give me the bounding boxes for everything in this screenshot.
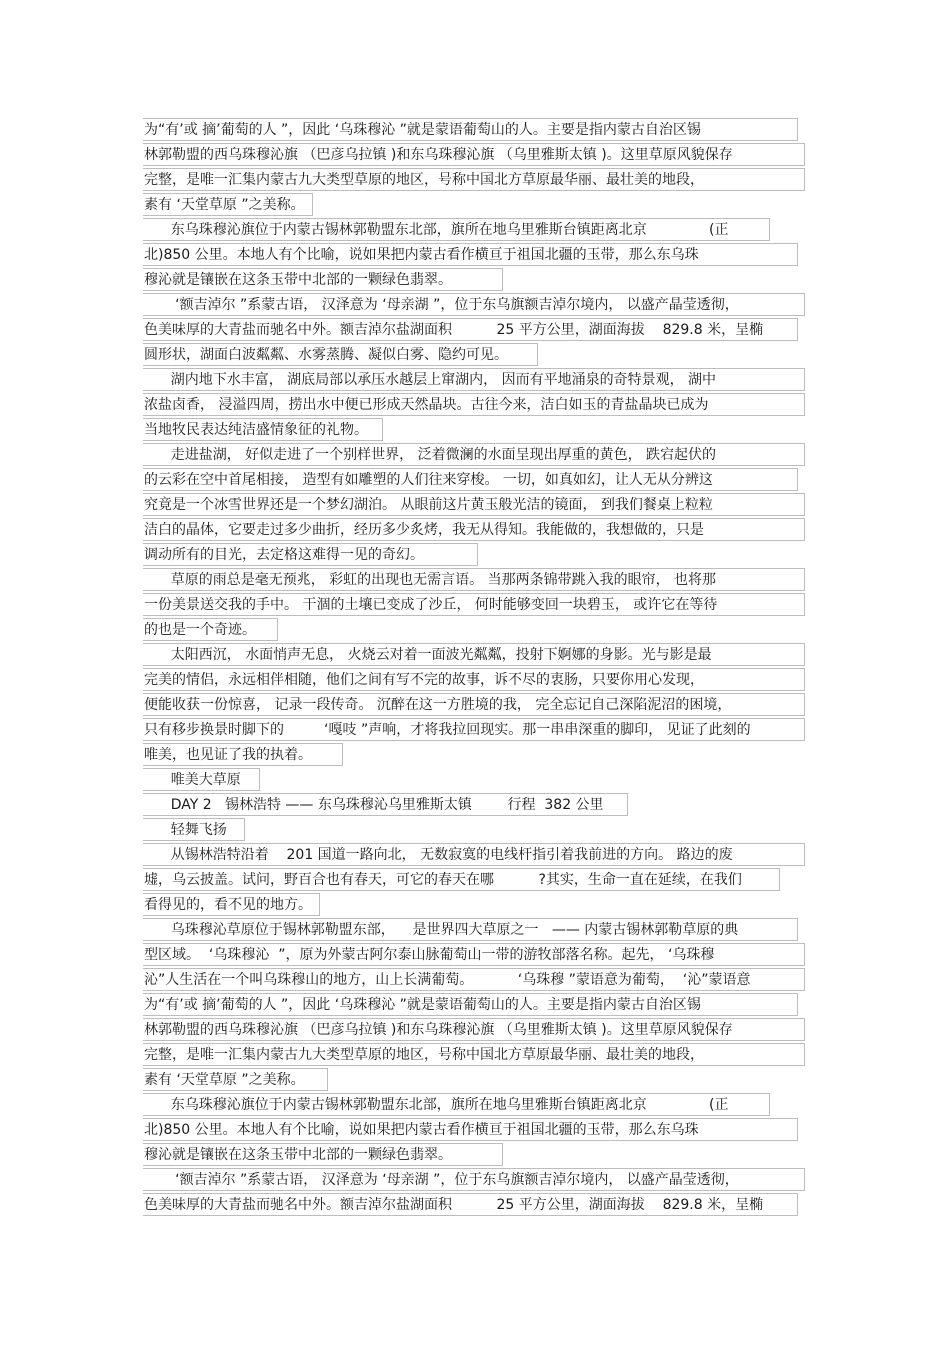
text-line: 色美味厚的大青盐而驰名中外。额吉淖尔盐湖面积 25 平方公里，湖面海拔 829.8 米，呈椭 [143, 318, 798, 341]
text-line: 完美的情侣，永远相伴相随，他们之间有写不完的故事，诉不尽的衷肠，只要你用心发现， [143, 668, 805, 691]
text-line: 北)850 公里。本地人有个比喻，说如果把内蒙古看作横亘于祖国北疆的玉带，那么东乌珠 [143, 243, 798, 266]
text-line: 为“有’或 摘’葡萄的人 ”，因此 ‘乌珠穆沁 ”就是蒙语葡萄山的人。主要是指内蒙古自治区锡 [143, 993, 798, 1016]
text-line: 太阳西沉， 水面悄声无息， 火烧云对着一面波光粼粼，投射下婀娜的身影。光与影是最 [143, 643, 805, 666]
section-heading: 唯美大草原 [143, 768, 260, 791]
text-line: 当地牧民表达纯洁盛情象征的礼物。 [143, 418, 383, 441]
text-line: 墟，乌云披盖。试问，野百合也有春天，可它的春天在哪 ?其实，生命一直在延续，在我们 [143, 868, 780, 891]
text-line: 一份美景送交我的手中。 干涸的土壤已变成了沙丘， 何时能够变回一块碧玉， 或许它在等待 [143, 593, 805, 616]
text-line: 草原的雨总是毫无预兆， 彩虹的出现也无需言语。 当那两条锦带跳入我的眼帘， 也将那 [143, 568, 805, 591]
text-line: 的也是一个奇迹。 [143, 618, 278, 641]
text-line: 完整，是唯一汇集内蒙古九大类型草原的地区，号称中国北方草原最华丽、最壮美的地段， [143, 1043, 805, 1066]
itinerary-line: DAY 2 锡林浩特 —— 东乌珠穆沁乌里雅斯太镇 行程 382 公里 [143, 793, 628, 816]
text-line: 林郭勒盟的西乌珠穆沁旗 （巴彦乌拉镇 )和东乌珠穆沁旗 （乌里雅斯太镇 )。这里草原风貌保存 [143, 1018, 805, 1041]
text-line: 唯美，也见证了我的执着。 [143, 743, 343, 766]
text-line: 林郭勒盟的西乌珠穆沁旗 （巴彦乌拉镇 )和东乌珠穆沁旗 （乌里雅斯太镇 )。这里草原风貌保存 [143, 143, 805, 166]
text-line: 素有 ‘天堂草原 ”之美称。 [143, 1068, 328, 1091]
text-line: 为“有’或 摘’葡萄的人 ”，因此 ‘乌珠穆沁 ”就是蒙语葡萄山的人。主要是指内蒙古自治区锡 [143, 118, 798, 141]
text-line: 看得见的，看不见的地方。 [143, 893, 320, 916]
section-heading: 轻舞飞扬 [143, 818, 245, 841]
text-line: 东乌珠穆沁旗位于内蒙古锡林郭勒盟东北部，旗所在地乌里雅斯台镇距离北京 (正 [143, 1093, 770, 1116]
text-line: ‘额吉淖尔 ”系蒙古语， 汉泽意为 ‘母亲湖 ”，位于东乌旗额吉淖尔境内， 以盛产晶莹透彻， [143, 293, 805, 316]
text-line: 素有 ‘天堂草原 ”之美称。 [143, 193, 313, 216]
text-line: 的云彩在空中首尾相接， 造型有如雕塑的人们往来穿梭。 一切，如真如幻，让人无从分辨这 [143, 468, 798, 491]
text-line: 东乌珠穆沁旗位于内蒙古锡林郭勒盟东北部，旗所在地乌里雅斯台镇距离北京 (正 [143, 218, 770, 241]
text-line: 穆沁就是镶嵌在这条玉带中北部的一颗绿色翡翠。 [143, 1143, 503, 1166]
text-line: 色美味厚的大青盐而驰名中外。额吉淖尔盐湖面积 25 平方公里，湖面海拔 829.8 米，呈椭 [143, 1193, 798, 1216]
text-line: 只有移步换景时脚下的 ‘嘎吱 ”声响，才将我拉回现实。那一串串深重的脚印， 见证了此刻的 [143, 718, 805, 741]
text-line: 沁”人生活在一个叫乌珠穆山的地方，山上长满葡萄。 ‘乌珠穆 ”蒙语意为葡萄， ‘沁”蒙语意 [143, 968, 805, 991]
text-line: 调动所有的目光，去定格这难得一见的奇幻。 [143, 543, 478, 566]
text-line: 乌珠穆沁草原位于锡林郭勒盟东部， 是世界四大草原之一 —— 内蒙古锡林郭勒草原的典 [143, 918, 798, 941]
text-line: 究竟是一个冰雪世界还是一个梦幻湖泊。 从眼前这片黄玉般光洁的镜面， 到我们餐桌上粒粒 [143, 493, 805, 516]
text-line: 型区域。 ‘乌珠穆沁 ”，原为外蒙古阿尔泰山脉葡萄山一带的游牧部落名称。起先， ‘乌珠穆 [143, 943, 805, 966]
text-line: 完整，是唯一汇集内蒙古九大类型草原的地区，号称中国北方草原最华丽、最壮美的地段， [143, 168, 805, 191]
text-line: 湖内地下水丰富， 湖底局部以承压水越层上窜湖内， 因而有平地涌泉的奇特景观， 湖中 [143, 368, 805, 391]
text-line: 穆沁就是镶嵌在这条玉带中北部的一颗绿色翡翠。 [143, 268, 503, 291]
text-line: 便能收获一份惊喜， 记录一段传奇。 沉醉在这一方胜境的我， 完全忘记自己深陷泥沼的困境， [143, 693, 805, 716]
text-line: 走进盐湖， 好似走进了一个别样世界， 泛着微澜的水面呈现出厚重的黄色， 跌宕起伏的 [143, 443, 805, 466]
text-line: ‘额吉淖尔 ”系蒙古语， 汉泽意为 ‘母亲湖 ”，位于东乌旗额吉淖尔境内， 以盛产晶莹透彻， [143, 1168, 805, 1191]
text-line: 圆形状，湖面白波粼粼、水雾蒸腾、凝似白雾、隐约可见。 [143, 343, 538, 366]
text-line: 洁白的晶体，它要走过多少曲折，经历多少炙烤，我无从得知。我能做的，我想做的，只是 [143, 518, 805, 541]
text-line: 北)850 公里。本地人有个比喻，说如果把内蒙古看作横亘于祖国北疆的玉带，那么东乌珠 [143, 1118, 798, 1141]
text-line: 从锡林浩特沿着 201 国道一路向北， 无数寂寞的电线杆指引着我前进的方向。 路边的废 [143, 843, 805, 866]
text-line: 浓盐卤香， 浸溢四周，捞出水中便已形成天然晶块。古往今来，洁白如玉的青盐晶块已成为 [143, 393, 805, 416]
